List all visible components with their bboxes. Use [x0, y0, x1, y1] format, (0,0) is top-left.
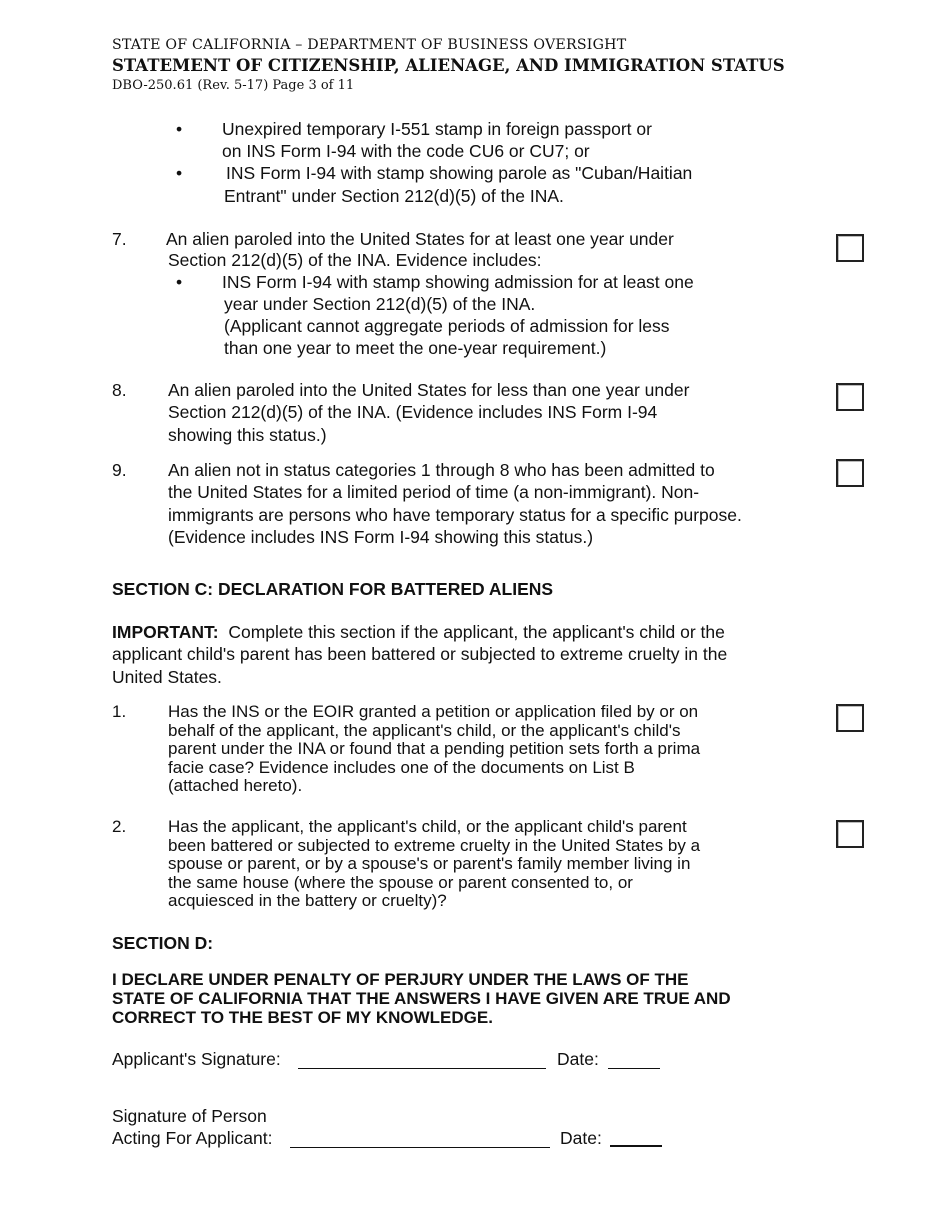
item-7-checkbox[interactable]: [836, 234, 864, 262]
section-c-heading: SECTION C: DECLARATION FOR BATTERED ALIENS: [112, 579, 554, 599]
question-text: facie case? Evidence includes one of the documents on List B: [168, 758, 635, 777]
item-9-checkbox[interactable]: [836, 459, 864, 487]
section-d-heading: SECTION D:: [112, 933, 214, 953]
item-text: the United States for a limited period of time (a non-immigrant). Non-: [168, 482, 700, 502]
question-text: parent under the INA or found that a pending petition sets forth a prima: [168, 739, 701, 758]
applicant-date-field[interactable]: [608, 1068, 660, 1069]
item-number: 8.: [112, 380, 127, 400]
list-item: (Applicant cannot aggregate periods of admission for less: [224, 316, 670, 336]
list-item: Unexpired temporary I-551 stamp in foreign passport or: [222, 119, 652, 139]
item-number: 9.: [112, 460, 127, 480]
question-number: 2.: [112, 817, 127, 836]
person-signature-label: Acting For Applicant:: [112, 1128, 273, 1148]
bullet-icon: •: [176, 119, 183, 139]
item-number: 7.: [112, 229, 127, 249]
item-text: Section 212(d)(5) of the INA. Evidence includes:: [168, 250, 542, 270]
item-text: immigrants are persons who have temporary status for a specific purpose.: [168, 505, 742, 525]
declaration-text: STATE OF CALIFORNIA THAT THE ANSWERS I HAVE GIVEN ARE TRUE AND: [112, 989, 731, 1008]
bullet-icon: •: [176, 272, 183, 292]
item-text: (Evidence includes INS Form I-94 showing this status.): [168, 527, 594, 547]
question-text: Has the INS or the EOIR granted a petition or application filed by or on: [168, 702, 699, 721]
applicant-signature-label: Applicant's Signature:: [112, 1049, 281, 1069]
list-item: on INS Form I-94 with the code CU6 or CU7; or: [222, 141, 590, 161]
question-text: acquiesced in the battery or cruelty)?: [168, 891, 447, 910]
question-text: behalf of the applicant, the applicant's child, or the applicant's child's: [168, 721, 681, 740]
item-text: showing this status.): [168, 425, 327, 445]
question-text: Has the applicant, the applicant's child, or the applicant child's parent: [168, 817, 687, 836]
item-text: An alien not in status categories 1 through 8 who has been admitted to: [168, 460, 715, 480]
list-item: year under Section 212(d)(5) of the INA.: [224, 294, 536, 314]
person-signature-field[interactable]: [290, 1147, 550, 1148]
item-text: An alien paroled into the United States for less than one year under: [168, 380, 690, 400]
important-text: Complete this section if the applicant, the applicant's child or the: [218, 622, 725, 642]
bullet-icon: •: [176, 163, 183, 183]
important-note: [112, 624, 725, 642]
list-item: Entrant" under Section 212(d)(5) of the INA.: [224, 186, 564, 206]
declaration-text: I DECLARE UNDER PENALTY OF PERJURY UNDER THE LAWS OF THE: [112, 970, 689, 989]
question-text: the same house (where the spouse or parent consented to, or: [168, 873, 633, 892]
item-8-checkbox[interactable]: [836, 383, 864, 411]
important-text: applicant child's parent has been battered or subjected to extreme cruelty in the: [112, 644, 728, 664]
list-item: INS Form I-94 with stamp showing parole as "Cuban/Haitian: [226, 163, 693, 183]
list-item: INS Form I-94 with stamp showing admission for at least one: [222, 272, 694, 292]
agency-header: STATE OF CALIFORNIA – DEPARTMENT OF BUSINESS OVERSIGHT: [112, 37, 627, 53]
question-text: (attached hereto).: [168, 776, 303, 795]
list-item: than one year to meet the one-year requirement.): [224, 338, 607, 358]
section-c-q2-checkbox[interactable]: [836, 820, 864, 848]
question-text: spouse or parent, or by a spouse's or parent's family member living in: [168, 854, 691, 873]
applicant-signature-field[interactable]: [298, 1068, 546, 1069]
person-signature-label: Signature of Person: [112, 1106, 267, 1126]
form-id: DBO-250.61 (Rev. 5-17) Page 3 of 11: [112, 78, 355, 93]
form-title: STATEMENT OF CITIZENSHIP, ALIENAGE, AND IMMIGRATION STATUS: [112, 56, 785, 75]
important-label: IMPORTANT:: [112, 622, 219, 642]
item-text: Section 212(d)(5) of the INA. (Evidence includes INS Form I-94: [168, 402, 658, 422]
declaration-text: CORRECT TO THE BEST OF MY KNOWLEDGE.: [112, 1008, 493, 1027]
question-text: been battered or subjected to extreme cruelty in the United States by a: [168, 836, 701, 855]
date-label: Date:: [560, 1128, 602, 1148]
date-label: Date:: [557, 1049, 599, 1069]
section-c-q1-checkbox[interactable]: [836, 704, 864, 732]
important-text: United States.: [112, 667, 222, 687]
question-number: 1.: [112, 702, 127, 721]
person-date-field[interactable]: [610, 1145, 662, 1147]
item-text: An alien paroled into the United States for at least one year under: [166, 229, 674, 249]
